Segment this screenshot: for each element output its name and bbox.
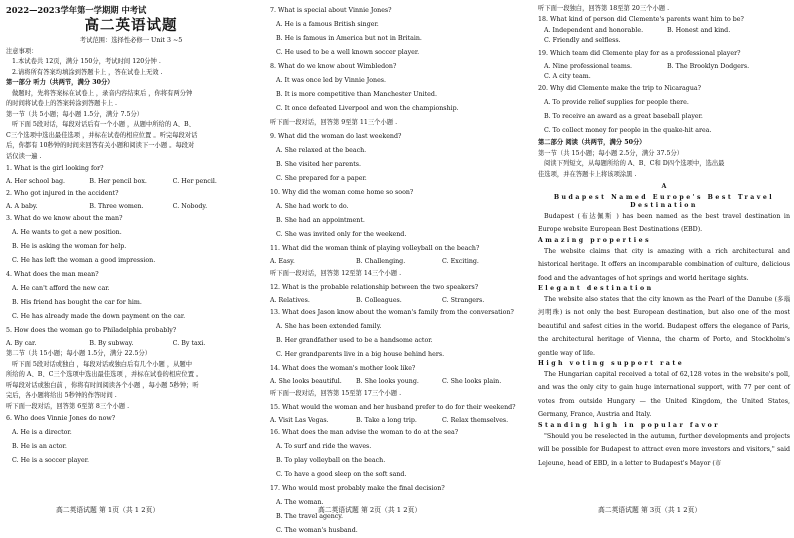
option: C. He has left the woman a good impression.: [12, 257, 156, 264]
part-heading: 第一部分 听力（共两节，满分 30分）: [6, 79, 114, 86]
option: C. He is a soccer player.: [12, 457, 90, 464]
option: B. Honest and kind.: [667, 27, 731, 34]
page-footer: 高二英语试题 第 3页（共 1 2页）: [598, 506, 702, 514]
option: B. She had an appointment.: [276, 217, 365, 224]
option: A. She has been extended family.: [276, 323, 382, 330]
instruction-line: 听下面 5段对话，每段对话后有一个小题 ，从题中所给的 A、B、: [12, 121, 195, 128]
option: A. It was once led by Vinnie Jones.: [276, 77, 387, 84]
instruction-line: 的时间将试卷上的答案转涂到答题卡上 .: [6, 100, 118, 107]
passage-subheading: Elegant destination: [538, 285, 654, 293]
instruction-line: 听下面一段对话，回答第 6至第 8三个小题 .: [6, 402, 130, 410]
option: A. Independent and honorable.: [544, 27, 644, 34]
option: B. To play volleyball on the beach.: [276, 457, 386, 464]
page-3-column: [538, 4, 790, 518]
options-row: [538, 25, 790, 36]
instruction-line: 话仅读一遍 .: [6, 152, 42, 160]
instruction-line: 听下面一段对话，回答第 12至第 14三个小题 .: [270, 270, 402, 277]
options-row: [270, 256, 528, 267]
option: C. He used to be a well known soccer player.: [276, 49, 420, 56]
passage-paragraph: The website also states that the city known as the Pearl of the Danube (多瑙河明珠) is not only the best European destination, but also one of the most beautiful and safest cities in the world. Budapest offers the elegance of Paris, the architectural heritage of Vienna, the charm of Porto, and Stockholm's gentle way of life.: [538, 296, 790, 357]
option: C. She was invited only for the weekend.: [276, 231, 407, 238]
option: C. He has already made the down payment on the car.: [12, 313, 186, 320]
question: 12. What is the probable relationship between the two speakers?: [270, 284, 479, 291]
option: A. To surf and ride the waves.: [276, 443, 372, 450]
option: B. Three women.: [89, 203, 144, 210]
question: 5. How does the woman go to Philadelphia probably?: [6, 327, 177, 334]
option: B. Take a long trip.: [356, 417, 417, 424]
option: C. A city team.: [544, 72, 591, 80]
question: 15. What would the woman and her husband prefer to do for their weekend?: [270, 404, 516, 411]
option: C. By taxi.: [172, 340, 206, 347]
exam-title: 2022—2023学年第一学期期 中考试: [6, 5, 147, 15]
question: 14. What does the woman's mother look like?: [270, 365, 416, 372]
option: A. The woman.: [276, 499, 324, 506]
passage-paragraph: The website claims that city is amazing with a rich architectural and historical heritage. It offers an incomparable combination of culture, delicious food and the advantages of hot springs and world heritage sights.: [538, 247, 790, 282]
question: 2. Who got injured in the accident?: [6, 190, 119, 197]
instruction-line: 听下面一段对话，回答第 15至第 17三个小题 .: [270, 390, 402, 397]
question: 11. What did the woman think of playing volleyball on the beach?: [270, 245, 480, 252]
option: B. She looks young.: [356, 378, 419, 385]
question: 18. What kind of person did Clemente's parents want him to be?: [538, 15, 744, 23]
option: A. Her school bag.: [6, 178, 66, 185]
passage-subheading: Amazing properties: [538, 236, 652, 244]
option: C. She prepared for a paper.: [276, 175, 367, 182]
instruction-line: 阅读下列短文，从每题所给的 A、B、C和 D四个选项中，选出最: [544, 160, 725, 167]
instruction-line: C三个选项中选出最佳选项 ，并标在试卷的相应位置 。听完每段对话: [6, 131, 198, 139]
question: 9. What did the woman do last weekend?: [270, 133, 402, 140]
option: C. She looks plain.: [442, 378, 502, 385]
option: A. A baby.: [6, 203, 38, 210]
options-row: [6, 176, 256, 187]
instruction-line: 所给的 A、B、C三个选项中选出最佳选项 ，并标在试卷的相应位置 。: [6, 371, 203, 378]
options-row: [6, 338, 256, 349]
option: B. To receive an award as a great baseball player.: [544, 113, 703, 120]
question: 1. What is the girl looking for?: [6, 165, 104, 172]
option: A. Visit Las Vegas.: [270, 417, 329, 424]
instruction-line: 听下面一段对话，回答第 9至第 11三个小题 .: [270, 119, 398, 126]
option: C. To have a good sleep on the soft sand.: [276, 471, 407, 478]
option: C. To collect money for people in the quake-hit area.: [544, 127, 712, 134]
subject-title: 高二英语试题: [84, 17, 178, 34]
question: 3. What do we know about the man?: [6, 215, 123, 222]
option: A. Nine professional teams.: [544, 62, 633, 70]
instruction-line: 后，你都有 10秒钟的时间来回答有关小题和阅读下一小题 。每段对: [6, 142, 195, 149]
question: 17. Who would most probably make the final decision?: [270, 485, 445, 492]
question: 19. Which team did Clemente play for as a professional player?: [538, 49, 741, 57]
passage-subheading: Standing high in popular favor: [538, 421, 721, 429]
option: C. Her pencil.: [172, 178, 217, 185]
passage-subheading: High voting support rate: [538, 360, 685, 368]
option: C. Friendly and selfless.: [544, 37, 621, 44]
question: 10. Why did the woman come home so soon?: [270, 189, 414, 196]
options-row: [270, 376, 528, 387]
option: C. Her grandparents live in a big house behind hers.: [276, 351, 445, 358]
option: B. Colleagues.: [356, 297, 402, 304]
options-row: [538, 61, 790, 72]
passage-paragraph: The Hungarian capital received a total of 62,128 votes in the website's poll, and was the only city to gain huge international support, with 77 per cent of votes from outside Hungary — the United Kingdom, the United States, Germany, France, Austria and Italy.: [538, 371, 790, 419]
options-row: [6, 201, 256, 212]
option: C. Strangers.: [442, 297, 485, 304]
option: B. Her grandfather used to be a handsome actor.: [276, 337, 433, 344]
option: B. She visited her parents.: [276, 161, 361, 168]
option: A. To provide relief supplies for people there.: [544, 99, 689, 106]
instruction-line: 佳选项，并在答题卡上将该项涂黑 .: [538, 170, 637, 178]
passage-paragraph: "Should you be reselected in the autumn, further developments and projects will be possible for Budapest to attract even more investors and visitors," said Lejeune, head of EBD, in a letter to Budapest's Mayor (市: [538, 432, 790, 467]
option: A. He can't afford the new car.: [12, 285, 110, 292]
exam-scope: 考试范围：选择性必修一 Unit 3 ~5: [79, 37, 183, 44]
option: A. He is a famous British singer.: [276, 21, 379, 28]
option: B. The Brooklyn Dodgers.: [667, 62, 750, 70]
notice-item: 2.请将所有答案均填涂到答题卡上 ，答在试卷上无效 .: [12, 68, 163, 76]
question: 16. What does the man advise the woman to do at the sea?: [270, 429, 459, 436]
option: A. Easy.: [270, 258, 295, 265]
notice-heading: 注意事项：: [6, 47, 38, 55]
page-footer: 高二英语试题 第 1页（共 1 2页）: [56, 506, 160, 514]
option: B. His friend has bought the car for him.: [12, 299, 142, 306]
option: C. Nobody.: [172, 203, 208, 210]
question: 13. What does Jason know about the woman's family from the conversation?: [270, 309, 514, 316]
option: A. She had work to do.: [276, 203, 349, 210]
option: B. He is an actor.: [12, 443, 67, 450]
passage-paragraph: Budapest (布达佩斯 ) has been named as the best travel destination in Europe website European Best Destinations (EBD).: [538, 213, 790, 234]
option: A. By car.: [6, 340, 37, 347]
question: 7. What is special about Vinnie Jones?: [270, 7, 392, 14]
option: B. By subway.: [89, 340, 134, 347]
option: B. It is more competitive than Manchester United.: [276, 91, 437, 98]
page-2-column: [270, 4, 528, 534]
option: A. He wants to get a new position.: [12, 229, 122, 236]
passage-title: Budapest Named Europe's Best Travel Destination: [553, 194, 775, 209]
option: A. She relaxed at the beach.: [276, 147, 367, 154]
option: B. He is famous in America but not in Britain.: [276, 35, 422, 42]
section-heading: 第一节（共 15小题；每小题 2.5分，满分 37.5分）: [538, 149, 684, 157]
option: B. Her pencil box.: [89, 178, 147, 185]
option: A. Relatives.: [270, 297, 310, 304]
option: A. She looks beautiful.: [270, 378, 342, 385]
options-row: [270, 415, 528, 426]
instruction-line: 听下面 5段对话或独白 ，每段对话或独白后有几个小题 ，从题中: [12, 360, 193, 368]
options-row: [270, 295, 528, 306]
page-1-column: [6, 4, 256, 518]
option: B. Challenging.: [356, 258, 406, 265]
question: 4. What does the man mean?: [6, 271, 99, 278]
option: A. He is a director.: [12, 429, 72, 436]
page-footer: 高二英语试题 第 2页（共 1 2页）: [318, 506, 422, 514]
option: C. Relax themselves.: [442, 417, 509, 424]
question: 8. What do we know about Wimbledon?: [270, 63, 397, 70]
instruction-line: 听每段对话或独白前 ，你将有时间阅读各个小题 ，每小题 5秒钟；听: [6, 381, 199, 389]
passage-letter: A: [661, 183, 667, 190]
option: C. The woman's husband.: [276, 527, 358, 534]
question: 20. Why did Clemente make the trip to Nicaragua?: [538, 85, 702, 92]
option: B. He is asking the woman for help.: [12, 243, 127, 250]
notice-item: 1.本试卷共 12页，满分 150分，考试时间 120分钟 .: [12, 58, 161, 65]
instruction-line: 听下面一段独白，回答第 18至第 20三个小题 .: [538, 5, 670, 12]
instruction-line: 完后，各小题将给出 5秒钟的作答时间 .: [6, 392, 117, 399]
option: C. Exciting.: [442, 258, 479, 265]
question: 6. Who does Vinnie Jones do now?: [6, 415, 116, 422]
part-heading: 第二部分 阅读（共两节，满分 50分）: [538, 139, 646, 146]
section-heading: 第二节（共 15小题；每小题 1.5分，满分 22.5分）: [6, 350, 152, 357]
option: B. The travel agency.: [276, 513, 344, 520]
section-heading: 第一节（共 5小题；每小题 1.5分，满分 7.5分）: [6, 110, 144, 118]
instruction-line: 做题时，先将答案标在试卷上 ，录音内容结束后 ，你将有两分钟: [12, 89, 193, 97]
option: C. It once defeated Liverpool and won the championship.: [276, 105, 459, 112]
